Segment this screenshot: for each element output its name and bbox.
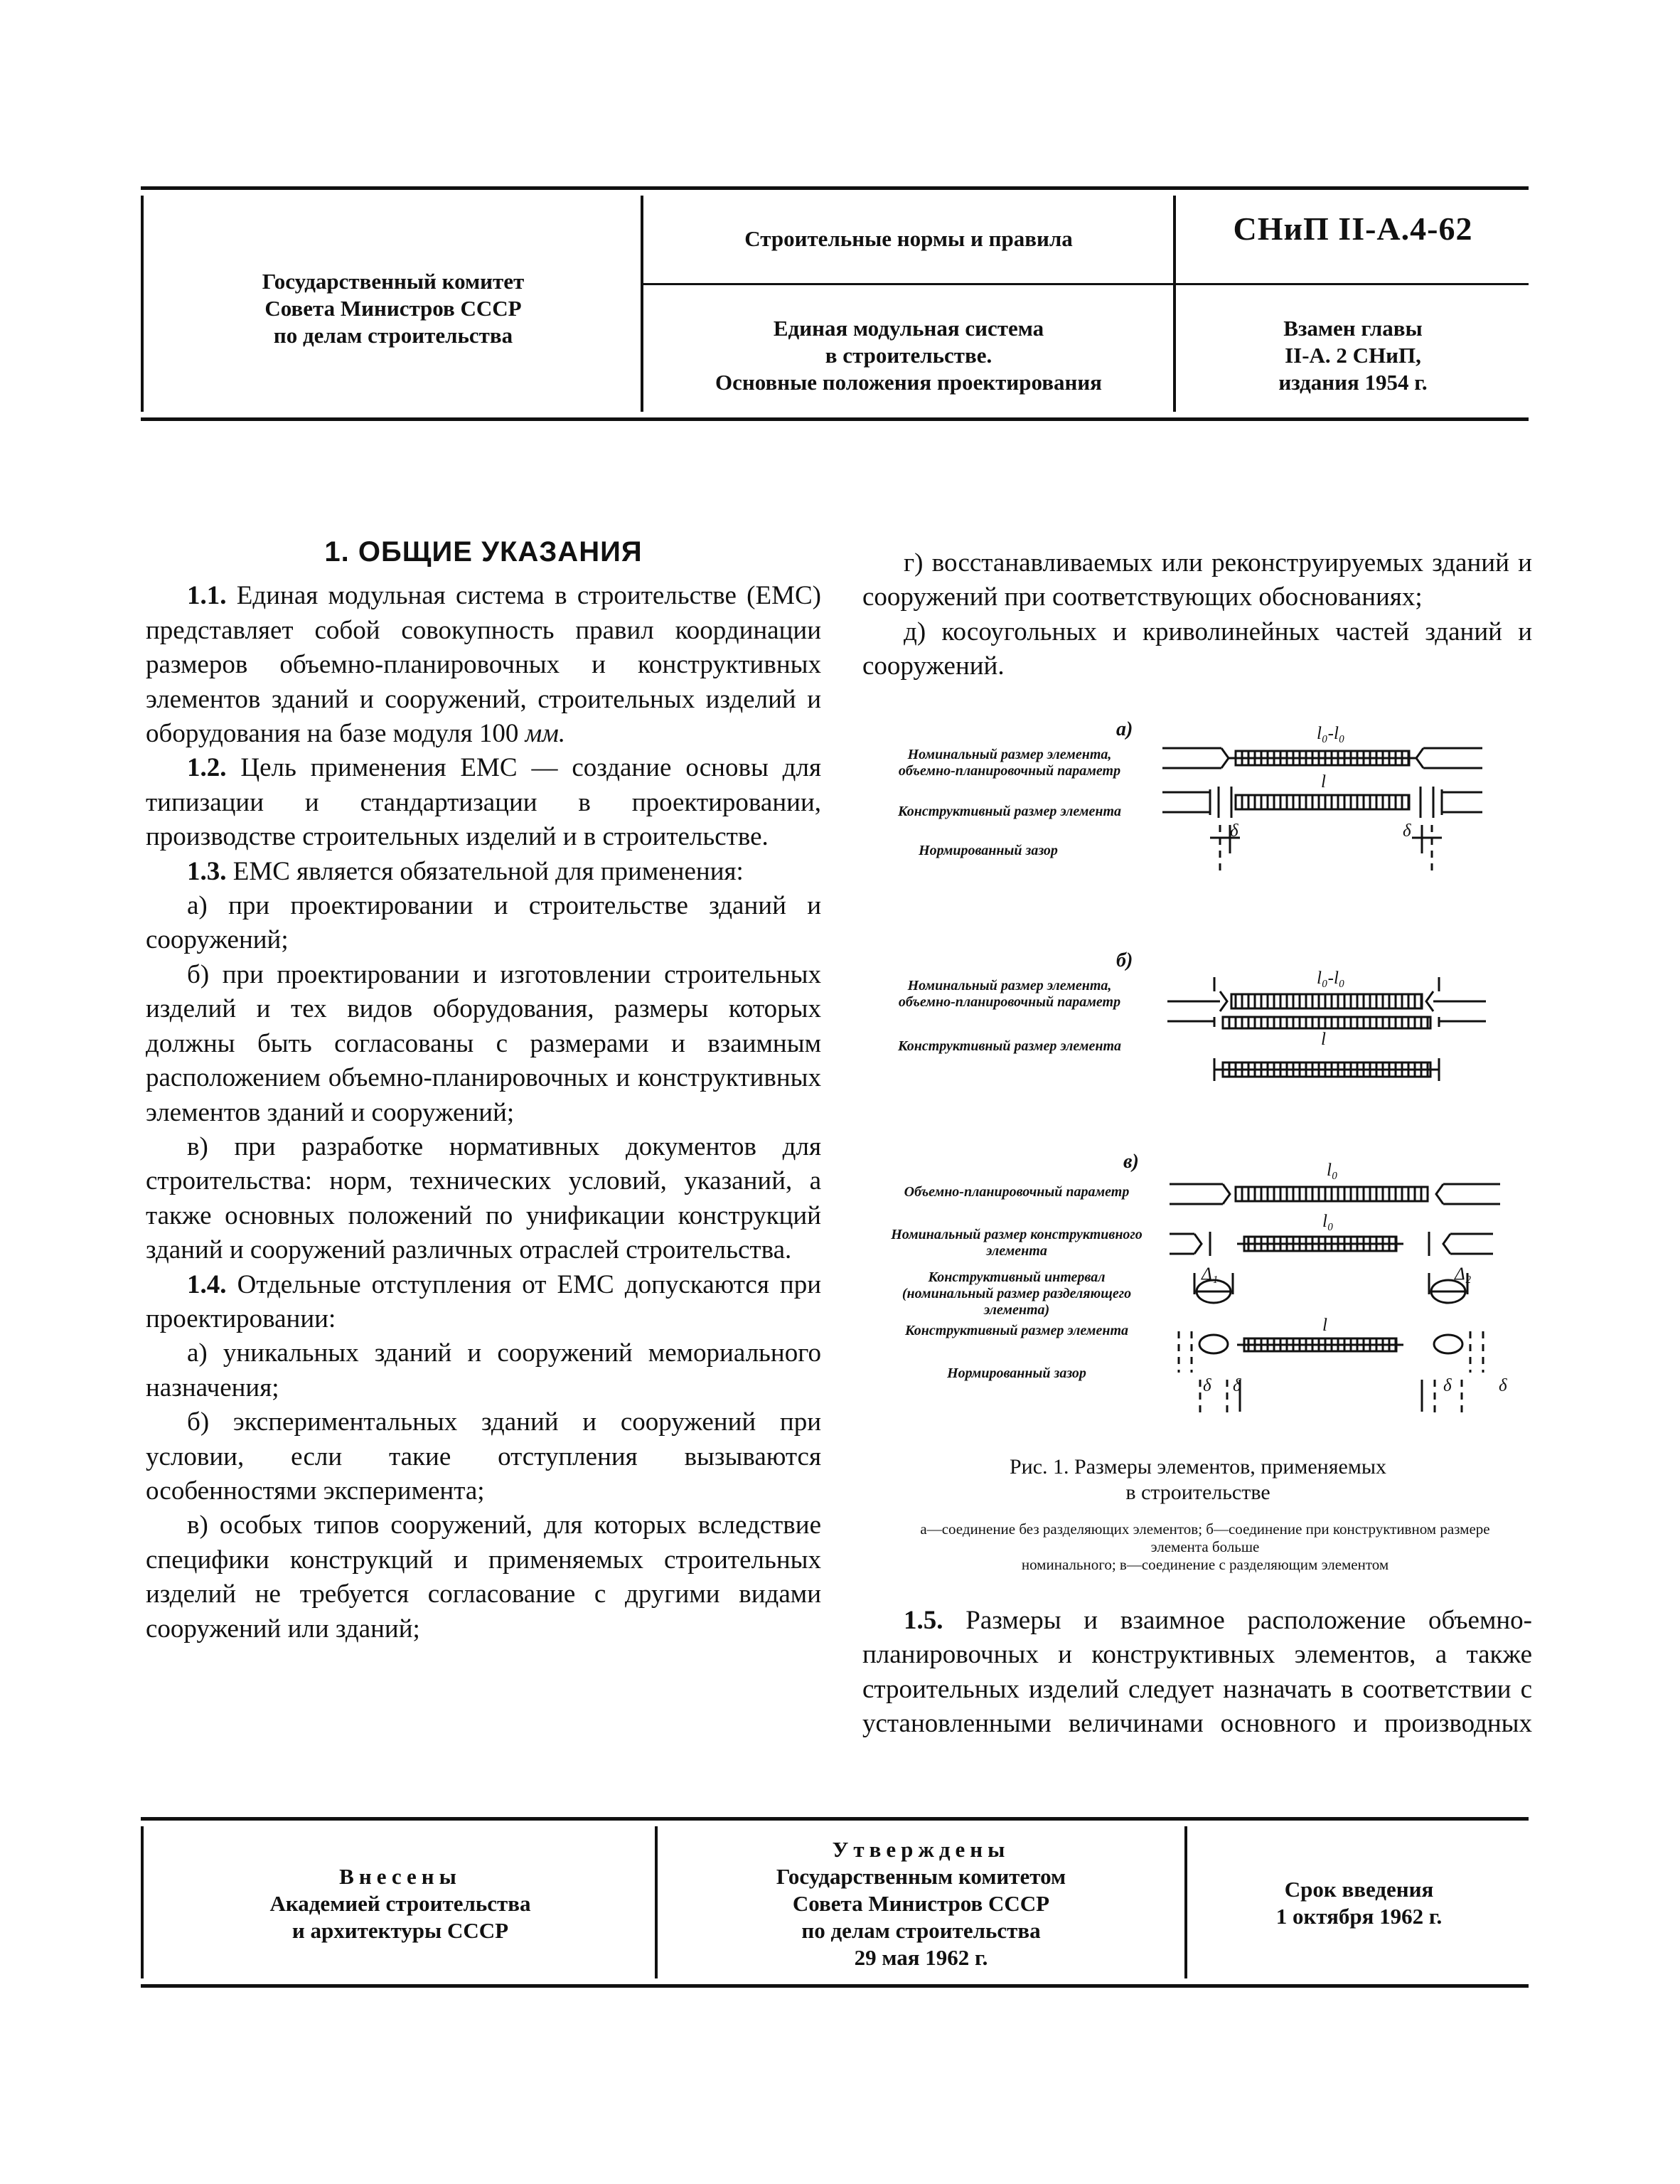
introduced-title: Внесены (339, 1864, 461, 1889)
item-1-4-b: б) экспериментальных зданий и сооружений при условии, если такие отступления вызываются особенностями эксперимента; (146, 1407, 821, 1506)
item-1-3-b: б) при проектировании и изготовлении строительных изделий и тех видов оборудования, размеры которых должны быть согласованы с размерами и взаимным расположением объемно-планировочных и конструктивных элементов зданий и сооружений; (146, 959, 821, 1127)
header-border-left (141, 196, 144, 412)
dimension-l0-l0: l₀-l₀ (1317, 724, 1345, 743)
committee-name: Государственный комитет Совета Министров СССР по делам строительства (262, 269, 525, 348)
clause-number: 1.3. (187, 856, 227, 886)
clause-number: 1.2. (187, 753, 227, 783)
header-divider-2 (1173, 196, 1176, 412)
figure-1 (882, 718, 1543, 1437)
part-a-nominal-row (1162, 748, 1482, 768)
right-column-bottom (862, 1604, 1532, 1742)
clause-number: 1.1. (187, 581, 227, 611)
figure-part-a-letter: а) (1116, 718, 1133, 740)
unit: мм. (525, 719, 566, 749)
label-nominal-size: Номинальный размер элемента, объемно-планировочный параметр (898, 978, 1121, 1010)
dimension-l0-l0: l₀-l₀ (1317, 969, 1345, 988)
label-planning-parameter: Объемно-планировочный параметр (904, 1184, 1130, 1200)
effective-date: Срок введения 1 октября 1962 г. (1275, 1877, 1443, 1929)
part-c-parameter-row (1170, 1184, 1500, 1204)
figure-part-b-letter: б) (1116, 949, 1133, 971)
label-constructive-size: Конструктивный размер элемента (904, 1323, 1129, 1338)
dimension-delta: δ (1233, 1376, 1241, 1395)
dimension-delta: δ (1443, 1376, 1452, 1395)
document-subject: Единая модульная система в строительстве. Основные положения проектирования (715, 316, 1102, 395)
clause-number: 1.4. (187, 1269, 227, 1299)
label-constructive-interval: Конструктивный интервал (номинальный размер разделяющего элемента) (901, 1269, 1132, 1318)
figure-caption: Рис. 1. Размеры элементов, применяемых в строительстве (1009, 1455, 1386, 1504)
clause-1-1 (146, 579, 821, 751)
clause-1-3 (146, 855, 821, 889)
header-table (141, 186, 1529, 421)
label-nominal-element-size: Номинальный размер конструктивного элемента (891, 1227, 1143, 1259)
item-1-3-a: а) при проектировании и строительстве зданий и сооружений; (146, 891, 821, 955)
part-c-interval-row (1194, 1273, 1467, 1303)
clause-text: Единая модульная система в строительстве (ЕМС) представляет собой совокупность правил координации размеров объемно-планировочных и конструктивных элементов зданий и сооружений, строительных изделий и оборудования на базе модуля 100 (146, 581, 822, 749)
footer-divider-2 (1184, 1826, 1187, 1978)
dimension-l: l (1321, 1030, 1326, 1049)
clause-text: Размеры и взаимное расположение объемно-планировочных и конструктивных элементов, а также строительных изделий следует назначать в соответствии с установленными величинами основного и производных (862, 1606, 1532, 1739)
footer-border-left (141, 1826, 144, 1978)
part-c-nominal-row (1170, 1232, 1493, 1256)
clause-text: ЕМС является обязательной для применения: (232, 856, 744, 886)
header-divider-1 (641, 196, 643, 412)
footer-table (141, 1817, 1529, 1988)
clause-1-4 (146, 1268, 821, 1337)
approved-by: Государственным комитетом Совета Министров СССР по делам строительства 29 мая 1962 г. (776, 1864, 1066, 1970)
label-normalized-gap: Нормированный зазор (919, 843, 1058, 858)
header-row-divider (643, 283, 1529, 285)
dimension-l: l (1322, 1316, 1327, 1335)
item-1-4-a: а) уникальных зданий и сооружений мемориального назначения; (146, 1338, 821, 1402)
right-column-top (862, 546, 1532, 684)
left-column (146, 535, 821, 1646)
item-1-3-c: в) при разработке нормативных документов для строительства: норм, технических условий, указаний, а также основных положений по унификации конструкций зданий и сооружений различных отраслей строительства. (146, 1131, 821, 1265)
dimension-delta: δ (1403, 821, 1411, 841)
dimension-l: l (1321, 772, 1326, 792)
footer-divider-1 (655, 1826, 658, 1978)
figure-part-c-letter: в) (1123, 1151, 1139, 1173)
dimension-l0: l₀ (1327, 1161, 1338, 1180)
label-constructive-size: Конструктивный размер элемента (897, 804, 1122, 819)
clause-1-2 (146, 751, 821, 854)
figure-drawing (882, 718, 1543, 1437)
item-1-4-c: в) особых типов сооружений, для которых вследствие специфики конструкций и применяемых строительных изделий не требуется согласование с другими видами сооружений или зданий; (146, 1511, 821, 1644)
figure-subcaption: а—соединение без разделяющих элементов; б—соединение при конструктивном размере элемента больше номинального; в—соединение с разделяющим элементом (920, 1520, 1490, 1573)
dimension-delta: δ (1499, 1376, 1507, 1395)
dimension-delta: δ (1203, 1376, 1211, 1395)
document-code: СНиП II-А.4-62 (1233, 211, 1473, 247)
label-normalized-gap: Нормированный зазор (947, 1365, 1086, 1381)
clause-text: Цель применения ЕМС — создание основы для типизации и стандартизации в проектировании, производстве строительных изделий и в строительстве. (146, 753, 821, 852)
clause-number: 1.5. (904, 1606, 943, 1635)
part-b-constructive-row (1167, 1017, 1486, 1081)
norms-title: Строительные нормы и правила (744, 226, 1073, 251)
label-nominal-size: Номинальный размер элемента, объемно-планировочный параметр (898, 747, 1121, 779)
dimension-delta-2: Δ₂ (1455, 1264, 1472, 1284)
dimension-l0: l₀ (1322, 1212, 1334, 1231)
dimension-delta-1: Δ₁ (1202, 1264, 1219, 1284)
clause-text: Отдельные отступления от ЕМС допускаются при проектировании: (146, 1269, 822, 1333)
label-constructive-size: Конструктивный размер элемента (897, 1038, 1122, 1054)
item-1-4-d: г) восстанавливаемых или реконструируемых зданий и сооружений при соответствующих обоснованиях; (862, 548, 1532, 612)
dimension-delta: δ (1230, 821, 1238, 841)
part-c-constructive-row (1179, 1331, 1483, 1373)
introduced-by: Академией строительства и архитектуры СССР (269, 1891, 531, 1943)
item-1-4-e: д) косоугольных и криволинейных частей зданий и сооружений. (862, 617, 1532, 681)
section-title: 1. ОБЩИЕ УКАЗАНИЯ (324, 536, 643, 568)
clause-1-5 (862, 1604, 1532, 1742)
approved-title: Утверждены (832, 1837, 1010, 1862)
replaces-note: Взамен главы II-А. 2 СНиП, издания 1954 г. (1278, 316, 1428, 395)
